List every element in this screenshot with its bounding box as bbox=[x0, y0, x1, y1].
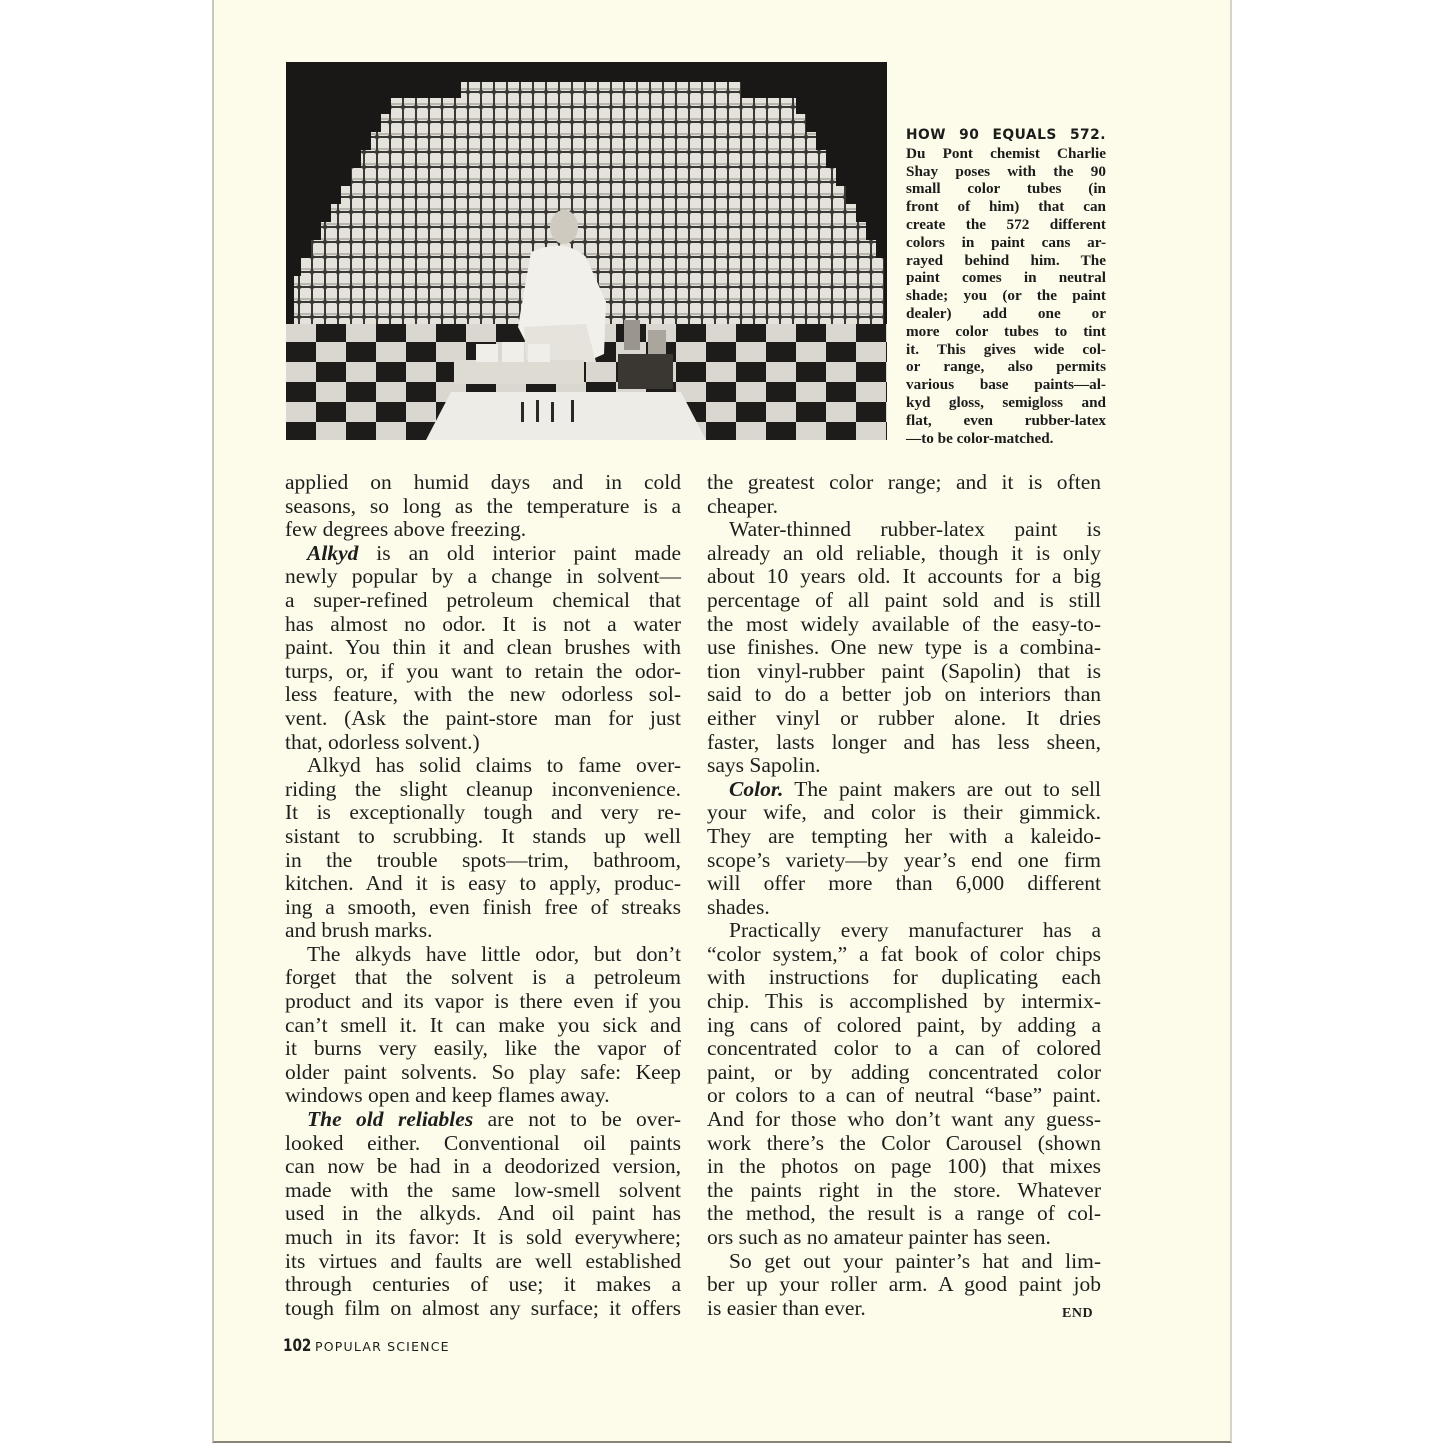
line-text: few degrees above freezing. bbox=[285, 517, 527, 542]
line-text: either vinyl or rubber alone. It dries bbox=[707, 705, 1101, 730]
text-line bbox=[285, 872, 681, 896]
text-line bbox=[707, 1061, 1101, 1085]
text-line bbox=[285, 518, 681, 542]
text-line bbox=[285, 613, 681, 637]
text-line bbox=[707, 589, 1101, 613]
line-text: use finishes. One new type is a combina- bbox=[707, 635, 1101, 660]
text-line bbox=[285, 754, 681, 778]
text-line bbox=[707, 1108, 1101, 1132]
line-text: “color system,” a fat book of color chips bbox=[707, 941, 1101, 966]
text-line bbox=[285, 1108, 681, 1132]
text-line bbox=[707, 1250, 1101, 1274]
caption-line: paint comes in neutral bbox=[906, 269, 1106, 287]
line-text: is an old interior paint made bbox=[358, 540, 681, 565]
text-line bbox=[285, 1061, 681, 1085]
line-text: It is exceptionally tough and very re- bbox=[285, 800, 681, 825]
text-line bbox=[285, 825, 681, 849]
line-text: has almost no odor. It is not a water bbox=[285, 611, 681, 636]
line-text: newly popular by a change in solvent— bbox=[285, 564, 681, 589]
line-text: can’t smell it. It can make you sick and bbox=[285, 1012, 681, 1037]
text-line bbox=[285, 471, 681, 495]
text-line bbox=[285, 1226, 681, 1250]
text-line bbox=[707, 707, 1101, 731]
line-text: forget that the solvent is a petroleum bbox=[285, 965, 681, 990]
caption-line: —to be color-matched. bbox=[906, 429, 1054, 447]
text-line bbox=[707, 471, 1101, 495]
text-line bbox=[285, 565, 681, 589]
line-text: The paint makers are out to sell bbox=[783, 776, 1101, 801]
line-text: cheaper. bbox=[707, 493, 779, 518]
section-lead-in: The old reliables bbox=[307, 1107, 474, 1132]
line-text: faster, lasts longer and has less sheen, bbox=[707, 729, 1101, 754]
caption-line: create the 572 different bbox=[906, 215, 1106, 233]
line-text: windows open and keep flames away. bbox=[285, 1083, 610, 1108]
caption-line: Du Pont chemist Charlie bbox=[906, 144, 1106, 162]
text-line bbox=[707, 754, 1101, 778]
text-line bbox=[707, 990, 1101, 1014]
caption-line: flat, even rubber-latex bbox=[906, 411, 1106, 429]
line-text: already an old reliable, though it is only bbox=[707, 540, 1101, 565]
article-column-right bbox=[707, 471, 1101, 1320]
line-text: are not to be over- bbox=[473, 1107, 681, 1132]
photo-caption bbox=[906, 127, 1106, 447]
line-text: with instructions for duplicating each bbox=[707, 965, 1101, 990]
magazine-name: POPULAR SCIENCE bbox=[315, 1339, 450, 1354]
line-text: applied on humid days and in cold bbox=[285, 470, 681, 494]
text-line bbox=[707, 966, 1101, 990]
text-line bbox=[707, 613, 1101, 637]
line-text: can now be had in a deodorized version, bbox=[285, 1154, 681, 1179]
line-text: scope’s variety—by year’s end one firm bbox=[707, 847, 1101, 872]
line-text: a super-refined petroleum chemical that bbox=[285, 587, 681, 612]
line-text: the most widely available of the easy-to- bbox=[707, 611, 1101, 636]
text-line bbox=[285, 896, 681, 920]
line-text: will offer more than 6,000 different bbox=[707, 871, 1101, 896]
text-line bbox=[285, 731, 681, 755]
line-text: about 10 years old. It accounts for a big bbox=[707, 564, 1101, 589]
text-line bbox=[285, 1250, 681, 1274]
line-text: its virtues and faults are well established bbox=[285, 1248, 681, 1273]
text-line bbox=[285, 1084, 681, 1108]
text-line bbox=[707, 1132, 1101, 1156]
text-line bbox=[285, 1014, 681, 1038]
text-line bbox=[707, 565, 1101, 589]
caption-heading: HOW 90 EQUALS 572. bbox=[906, 127, 1106, 143]
text-line bbox=[285, 849, 681, 873]
line-text: vent. (Ask the paint-store man for just bbox=[285, 705, 681, 730]
line-text: used in the alkyds. And oil paint has bbox=[285, 1201, 681, 1226]
line-text: the greatest color range; and it is often bbox=[707, 470, 1101, 494]
text-line bbox=[285, 1037, 681, 1061]
caption-line: colors in paint cans ar- bbox=[906, 233, 1106, 251]
line-text: And for those who don’t want any guess- bbox=[707, 1107, 1101, 1132]
text-line bbox=[707, 896, 1101, 920]
line-text: less feature, with the new odorless sol- bbox=[285, 682, 681, 707]
caption-line: or range, also permits bbox=[906, 358, 1106, 376]
text-line bbox=[707, 1155, 1101, 1179]
caption-line: more color tubes to tint bbox=[906, 322, 1106, 340]
line-text: kitchen. And it is easy to apply, produc- bbox=[285, 871, 681, 896]
line-text: seasons, so long as the temperature is a bbox=[285, 493, 681, 518]
paint-can-pyramid-image bbox=[286, 62, 887, 440]
text-line bbox=[285, 966, 681, 990]
text-line bbox=[285, 683, 681, 707]
line-text: said to do a better job on interiors than bbox=[707, 682, 1101, 707]
line-text: much in its favor: It is sold everywhere; bbox=[285, 1225, 681, 1249]
text-line bbox=[707, 518, 1101, 542]
text-line bbox=[285, 495, 681, 519]
line-text: The alkyds have little odor, but don’t bbox=[307, 941, 681, 966]
line-text: tion vinyl-rubber paint (Sapolin) that is bbox=[707, 658, 1101, 683]
text-line bbox=[285, 1297, 681, 1321]
line-text: in the trouble spots—trim, bathroom, bbox=[285, 847, 681, 872]
line-text: ber up your roller arm. A good paint job bbox=[707, 1272, 1101, 1297]
line-text: is easier than ever. bbox=[707, 1295, 866, 1320]
text-line bbox=[707, 660, 1101, 684]
text-line bbox=[285, 542, 681, 566]
text-line bbox=[707, 1226, 1101, 1250]
line-text: the method, the result is a range of col- bbox=[707, 1201, 1101, 1226]
line-text: turps, or, if you want to retain the odor- bbox=[285, 658, 681, 683]
line-text: in the photos on page 100) that mixes bbox=[707, 1154, 1101, 1179]
caption-line: it. This gives wide col- bbox=[906, 340, 1106, 358]
text-line bbox=[707, 919, 1101, 943]
line-text: Water-thinned rubber-latex paint is bbox=[729, 517, 1101, 542]
text-line bbox=[707, 849, 1101, 873]
line-text: or colors to a can of neutral “base” paint. bbox=[707, 1083, 1101, 1108]
line-text: concentrated color to a can of colored bbox=[707, 1036, 1101, 1061]
text-line bbox=[285, 943, 681, 967]
text-line bbox=[707, 1084, 1101, 1108]
line-text: Alkyd has solid claims to fame over- bbox=[307, 753, 681, 778]
text-line bbox=[707, 1179, 1101, 1203]
page-footer bbox=[283, 1336, 450, 1358]
caption-line: kyd gloss, semigloss and bbox=[906, 393, 1106, 411]
text-line bbox=[285, 589, 681, 613]
caption-line: various base paints—al- bbox=[906, 376, 1106, 394]
line-text: the paints right in the store. Whatever bbox=[707, 1177, 1101, 1202]
text-line bbox=[285, 707, 681, 731]
text-line bbox=[707, 1014, 1101, 1038]
section-lead-in: Alkyd bbox=[307, 540, 359, 565]
text-line bbox=[707, 1273, 1101, 1297]
line-text: paint, or by adding concentrated color bbox=[707, 1059, 1101, 1084]
line-text: older paint solvents. So play safe: Keep bbox=[285, 1059, 681, 1084]
text-line bbox=[707, 825, 1101, 849]
caption-line: small color tubes (in bbox=[906, 180, 1106, 198]
line-text: product and its vapor is there even if you bbox=[285, 989, 681, 1014]
text-line bbox=[285, 990, 681, 1014]
line-text: through centuries of use; it makes a bbox=[285, 1272, 681, 1297]
line-text: So get out your painter’s hat and lim- bbox=[729, 1248, 1101, 1273]
caption-body bbox=[906, 145, 1106, 448]
text-line bbox=[707, 1202, 1101, 1226]
line-text: and brush marks. bbox=[285, 918, 433, 943]
line-text: Practically every manufacturer has a bbox=[729, 918, 1101, 943]
text-line bbox=[707, 683, 1101, 707]
text-line bbox=[285, 1179, 681, 1203]
text-line bbox=[285, 1155, 681, 1179]
line-text: work there’s the Color Carousel (shown bbox=[707, 1130, 1101, 1155]
text-line bbox=[285, 660, 681, 684]
line-text: looked either. Conventional oil paints bbox=[285, 1130, 681, 1155]
text-line bbox=[707, 495, 1101, 519]
text-line bbox=[285, 801, 681, 825]
line-text: ing cans of colored paint, by adding a bbox=[707, 1012, 1101, 1037]
text-line bbox=[285, 1273, 681, 1297]
text-line bbox=[707, 943, 1101, 967]
caption-line: dealer) add one or bbox=[906, 304, 1106, 322]
text-line bbox=[707, 731, 1101, 755]
line-text: made with the same low-smell solvent bbox=[285, 1177, 681, 1202]
line-text: riding the slight cleanup inconvenience. bbox=[285, 776, 681, 801]
text-line bbox=[707, 636, 1101, 660]
line-text: paint. You thin it and clean brushes with bbox=[285, 635, 681, 660]
article-photo bbox=[286, 62, 887, 440]
article-column-left bbox=[285, 471, 681, 1320]
line-text: chip. This is accomplished by intermix- bbox=[707, 989, 1101, 1014]
end-mark: END bbox=[1062, 1306, 1094, 1321]
line-text: it burns very easily, like the vapor of bbox=[285, 1036, 681, 1061]
caption-line: front of him) that can bbox=[906, 198, 1106, 216]
caption-line: rayed behind him. The bbox=[906, 251, 1106, 269]
text-line bbox=[707, 1297, 1101, 1321]
text-line bbox=[285, 1132, 681, 1156]
text-line bbox=[707, 1037, 1101, 1061]
line-text: ors such as no amateur painter has seen. bbox=[707, 1225, 1051, 1249]
text-line bbox=[707, 542, 1101, 566]
line-text: that, odorless solvent.) bbox=[285, 729, 480, 754]
line-text: They are tempting her with a kaleido- bbox=[707, 823, 1101, 848]
text-line bbox=[707, 778, 1101, 802]
caption-line: Shay poses with the 90 bbox=[906, 162, 1106, 180]
line-text: percentage of all paint sold and is still bbox=[707, 587, 1101, 612]
text-line bbox=[285, 636, 681, 660]
text-line bbox=[707, 801, 1101, 825]
text-line bbox=[285, 1202, 681, 1226]
line-text: says Sapolin. bbox=[707, 753, 821, 778]
line-text: ing a smooth, even finish free of streaks bbox=[285, 894, 681, 919]
text-line bbox=[707, 872, 1101, 896]
caption-line: shade; you (or the paint bbox=[906, 287, 1106, 305]
line-text: your wife, and color is their gimmick. bbox=[707, 800, 1101, 825]
line-text: shades. bbox=[707, 894, 770, 919]
text-line bbox=[285, 778, 681, 802]
page-number: 102 bbox=[283, 1336, 312, 1356]
section-lead-in: Color. bbox=[729, 776, 784, 801]
text-line bbox=[285, 919, 681, 943]
line-text: tough film on almost any surface; it offers bbox=[285, 1295, 681, 1320]
line-text: sistant to scrubbing. It stands up well bbox=[285, 823, 681, 848]
